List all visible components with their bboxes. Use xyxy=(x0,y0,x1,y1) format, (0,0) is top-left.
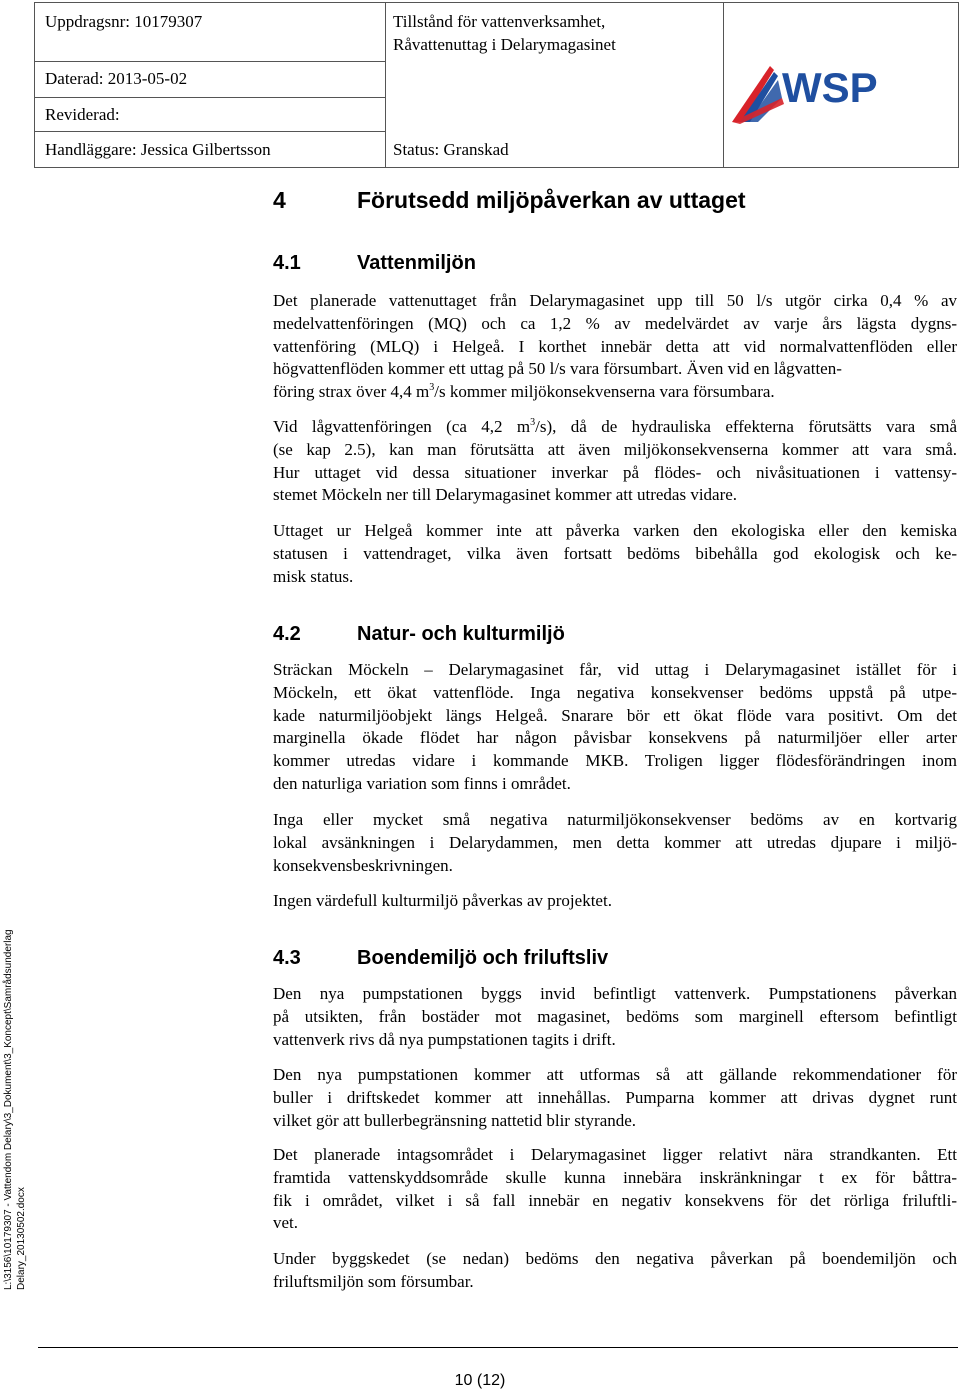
subsection-heading-4-3 xyxy=(273,947,608,970)
text-line: friluftsmiljön som försumbar. xyxy=(273,1271,474,1291)
text-span: I korthet innebär detta att vid normalvattenflöden eller xyxy=(504,336,958,356)
logo-cell xyxy=(722,2,959,168)
paragraph xyxy=(273,809,957,877)
text-line: marginella ökade flödet har någon påvisbar konsekvens på naturmiljöer eller arter xyxy=(273,728,957,748)
text-line xyxy=(273,336,957,359)
subsection-number: 4.2 xyxy=(273,623,301,645)
text-line: vet. xyxy=(273,1213,299,1233)
text-span: /s), då de hydrauliska effekterna förutsätts vara små xyxy=(535,417,958,436)
text-line: Hur uttaget vid dessa situationer inverkar på flödes- och nivåsituationen i vattensy- xyxy=(273,462,957,482)
text-span: föring strax över 4,4 m xyxy=(273,382,430,402)
paragraph xyxy=(273,890,957,913)
file-name-line: Delary_20130502.docx xyxy=(16,1187,27,1290)
document-title-line2: Råvattenuttag i Delarymagasinet xyxy=(393,35,616,54)
text-line: vattenverk rivs då nya pumpstationen tagits i drift. xyxy=(273,1029,616,1049)
subsection-heading-4-1 xyxy=(273,252,476,275)
text-line: stemet Möckeln ner till Delarymagasinet kommer att utredas vidare. xyxy=(273,485,738,505)
file-path-line: L:\3156\10179307 - Vattendom Delary\3_Dokument\3_Koncept\Samrådsunderlag xyxy=(3,929,14,1290)
paragraph xyxy=(273,1144,957,1235)
text-line: (se kap 2.5), kan man förutsätta att även miljökonsekvenserna kommer att vara små. xyxy=(273,439,957,459)
header-divider xyxy=(385,3,386,167)
text-line: Möckeln, ett ökat vattenflöde. Inga negativa konsekvenser bedöms uppstå på utpe- xyxy=(273,682,957,702)
text-line: Under byggskedet (se nedan) bedöms den negativa påverkan på boendemiljön och xyxy=(273,1249,957,1268)
text-span: högvattenflöden kommer ett uttag på 50 l/s vara försumbart. xyxy=(273,359,683,379)
footer-rule xyxy=(38,1347,958,1348)
superscript: 3 xyxy=(530,417,536,428)
text-line: på utsikten, från bostäder mot magasinet, bedöms som marginell eftersom befintligt xyxy=(273,1006,957,1026)
section-title: Förutsedd miljöpåverkan av uttaget xyxy=(357,187,746,213)
page-number: 10 (12) xyxy=(454,1372,506,1389)
superscript: 3 xyxy=(429,382,435,394)
text-line: Det planerade intagsområdet i Delarymagasinet ligger relativt nära strandkanten. Ett xyxy=(273,1145,957,1164)
header-divider xyxy=(35,97,385,98)
header-divider xyxy=(35,131,385,132)
text-line: lokal avsänkningen i Delarydammen, men detta kommer att utredas djupare i miljö- xyxy=(273,832,957,852)
text-line: medelvattenföringen (MQ) och ca 1,2 % av medelvärdet av varje års lägsta dygns- xyxy=(273,313,957,333)
text-line: Ingen värdefull kulturmiljö påverkas av projektet. xyxy=(273,891,612,910)
text-line: Det planerade vattenuttaget från Delarymagasinet upp till 50 l/s utgör cirka 0,4 % av xyxy=(273,291,957,310)
dated-field: Daterad: 2013-05-02 xyxy=(45,69,188,88)
text-line: den naturliga variation som finns i området. xyxy=(273,773,571,793)
status-field: Status: Granskad xyxy=(393,140,509,159)
text-line: statusen i vattendraget, vilka även fortsatt bedöms bibehålla god ekologisk och ke- xyxy=(273,543,957,563)
text-line: kommer utredas vidare i kommande MKB. Troligen ligger flödesförändringen inom xyxy=(273,751,957,771)
text-line xyxy=(273,416,957,439)
text-line: konsekvensbeskrivningen. xyxy=(273,855,453,875)
text-span: Även vid en lågvatten- xyxy=(682,359,842,379)
subsection-number: 4.3 xyxy=(273,947,301,969)
text-line: Inga eller mycket små negativa naturmiljökonsekvenser bedöms av en kortvarig xyxy=(273,810,957,829)
text-line: Den nya pumpstationen kommer att utformas så att gällande rekommendationer för xyxy=(273,1065,957,1084)
subsection-number: 4.1 xyxy=(273,252,301,274)
section-heading xyxy=(273,187,746,214)
text-span: /s kommer miljökonsekvenserna vara försumbara. xyxy=(434,382,775,402)
handler-field: Handläggare: Jessica Gilbertsson xyxy=(45,140,271,159)
wsp-logo-icon xyxy=(730,58,920,128)
document-title-line1: Tillstånd för vattenverksamhet, xyxy=(393,12,606,31)
paragraph xyxy=(273,520,957,588)
text-line: fik i området, vilket i så fall innebär en negativ konsekvens för det rörliga friluftli- xyxy=(273,1190,957,1210)
subsection-title: Natur- och kulturmiljö xyxy=(357,623,565,645)
text-line xyxy=(273,358,957,381)
document-header-table xyxy=(34,2,724,168)
assignment-number: Uppdragsnr: 10179307 xyxy=(45,12,203,31)
paragraph xyxy=(273,290,957,404)
text-span: Vid lågvattenföringen (ca 4,2 m xyxy=(273,417,531,436)
text-line: kade naturmiljöobjekt längs Helgeå. Snarare bör ett ökat flöde vara positivt. Om det xyxy=(273,705,957,725)
text-line: Uttaget ur Helgeå kommer inte att påverka varken den ekologiska eller den kemiska xyxy=(273,521,957,540)
text-line: Den nya pumpstationen byggs invid befintligt vattenverk. Pumpstationens påverkan xyxy=(273,984,957,1003)
logo-text: WSP xyxy=(782,64,878,111)
text-line: misk status. xyxy=(273,566,354,586)
subsection-heading-4-2 xyxy=(273,623,565,646)
paragraph xyxy=(273,659,957,796)
file-path-sidebar xyxy=(2,870,36,1290)
text-line: buller i driftskedet kommer att innehållas. Pumparna kommer att drivas dygnet runt xyxy=(273,1087,957,1107)
paragraph xyxy=(273,1248,957,1294)
text-line: vilket gör att bullerbegränsning nattetid blir styrande. xyxy=(273,1110,637,1130)
text-line: Sträckan Möckeln – Delarymagasinet får, vid uttag i Delarymagasinet istället för i xyxy=(273,660,957,679)
text-line: framtida vattenskyddsområde skulle kunna innebära inskränkningar t ex för båttra- xyxy=(273,1167,957,1187)
text-line xyxy=(273,381,957,404)
paragraph xyxy=(273,416,957,507)
section-number: 4 xyxy=(273,187,286,213)
paragraph xyxy=(273,1064,957,1132)
paragraph xyxy=(273,983,957,1051)
header-divider xyxy=(35,61,385,62)
subsection-title: Boendemiljö och friluftsliv xyxy=(357,947,609,969)
subsection-title: Vattenmiljön xyxy=(357,252,476,274)
text-span: vattenföring (MLQ) i Helgeå. xyxy=(273,336,505,356)
revised-field: Reviderad: xyxy=(45,105,120,124)
